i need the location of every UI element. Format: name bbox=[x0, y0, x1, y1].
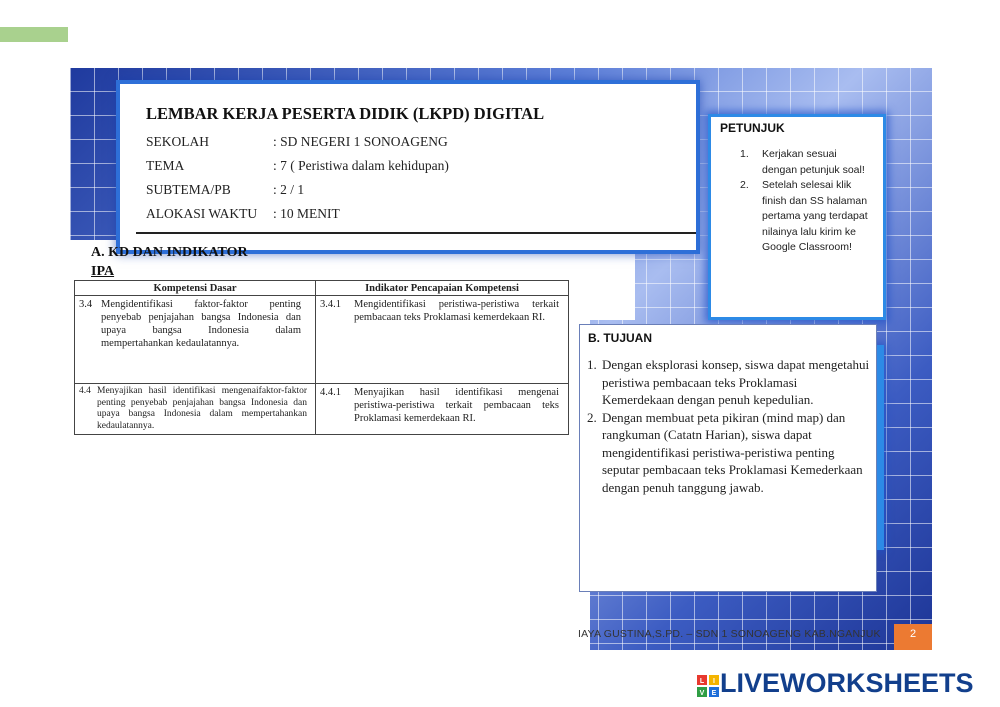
tujuan-title: B. TUJUAN bbox=[588, 331, 653, 345]
indikator-number: 4.4.1 bbox=[320, 387, 341, 398]
petunjuk-item bbox=[740, 147, 872, 178]
petunjuk-list bbox=[740, 147, 872, 256]
tujuan-list bbox=[587, 356, 872, 496]
svg-text:L: L bbox=[699, 678, 705, 685]
petunjuk-item-number: 2. bbox=[740, 179, 749, 191]
tema-value: : 7 ( Peristiwa dalam kehidupan) bbox=[273, 158, 449, 173]
liveworksheets-logo-text[interactable]: LIVEWORKSHEETS bbox=[720, 668, 974, 698]
column-header-kd: Kompetensi Dasar bbox=[75, 281, 316, 296]
indikator-text: Mengidentifikasi peristiwa-peristiwa terkait pembacaan teks Proklamasi kemerdekaan RI. bbox=[354, 299, 559, 323]
kd-heading: A. KD DAN INDIKATOR bbox=[91, 245, 248, 260]
kd-number: 4.4 bbox=[79, 386, 91, 396]
petunjuk-item-text: Kerjakan sesuai dengan petunjuk soal! bbox=[762, 148, 865, 176]
indikator-text: Menyajikan hasil identifikasi mengenai peristiwa-peristiwa terkait pembacaan teks Proklamasi kemerdekaan RI. bbox=[354, 387, 559, 424]
subtema-value: : 2 / 1 bbox=[273, 182, 305, 197]
kd-number: 3.4 bbox=[79, 299, 93, 310]
table-header-row bbox=[75, 281, 569, 296]
tema-label: TEMA bbox=[146, 158, 185, 173]
svg-text:I: I bbox=[713, 678, 715, 685]
table-cell-indikator bbox=[316, 296, 569, 384]
subtema-label: SUBTEMA/PB bbox=[146, 182, 231, 197]
table-row bbox=[75, 384, 569, 435]
column-header-indikator: Indikator Pencapaian Kompetensi bbox=[316, 281, 569, 296]
kd-text: Mengidentifikasi faktor-faktor penting penyebab penjajahan bangsa Indonesia dan upaya bangsa Indonesia dalam mempertahankan kedaulatannya. bbox=[101, 299, 301, 349]
table-cell-kd bbox=[75, 384, 316, 435]
kd-table bbox=[74, 280, 569, 435]
alokasi-value: : 10 MENIT bbox=[273, 206, 340, 221]
indikator-number: 3.4.1 bbox=[320, 299, 341, 310]
tujuan-item bbox=[587, 409, 872, 497]
alokasi-label: ALOKASI WAKTU bbox=[146, 206, 258, 221]
petunjuk-item bbox=[740, 178, 872, 256]
tujuan-item-text: Dengan eksplorasi konsep, siswa dapat mengetahui peristiwa pembacaan teks Proklamasi Kemerdekaan dengan penuh kepedulian. bbox=[602, 357, 870, 407]
page-title: LEMBAR KERJA PESERTA DIDIK (LKPD) DIGITAL bbox=[146, 104, 545, 123]
kd-text: Menyajikan hasil identifikasi mengenaifaktor-faktor penting penyebab penjajahan bangsa Indonesia dan upaya bangsa Indonesia dalam mempertahankan kedaulatannya. bbox=[97, 386, 307, 431]
table-cell-kd bbox=[75, 296, 316, 384]
tujuan-item-number: 2. bbox=[587, 409, 597, 425]
sekolah-value: : SD NEGERI 1 SONOAGENG bbox=[273, 134, 448, 149]
petunjuk-item-text: Setelah selesai klik finish dan SS halaman pertama yang terdapat nilainya lalu kirim ke Google Classroom! bbox=[762, 179, 868, 253]
tujuan-item-text: Dengan membuat peta pikiran (mind map) dan rangkuman (Catatn Harian), siswa dapat mengidentifikasi peristiwa-peristiwa penting seputar pembacaan teks Proklamasi Kemederkaan dengan penuh tanggung jawab. bbox=[602, 409, 863, 495]
content-gap bbox=[575, 250, 635, 320]
header-divider bbox=[136, 232, 696, 234]
footer-author: IAYA GUSTINA,S.PD. – SDN 1 SONOAGENG KAB.NGANJUK bbox=[578, 628, 881, 640]
svg-text:E: E bbox=[711, 690, 717, 697]
petunjuk-title: PETUNJUK bbox=[720, 121, 785, 135]
table-row bbox=[75, 296, 569, 384]
svg-text:V: V bbox=[699, 690, 705, 697]
top-accent-bar bbox=[0, 27, 68, 42]
tujuan-item-number: 1. bbox=[587, 357, 597, 372]
petunjuk-item-number: 1. bbox=[740, 148, 749, 160]
page-number: 2 bbox=[909, 628, 917, 640]
table-cell-indikator bbox=[316, 384, 569, 435]
kd-subheading: IPA bbox=[91, 264, 115, 279]
sekolah-label: SEKOLAH bbox=[146, 134, 209, 149]
tujuan-item bbox=[587, 356, 872, 409]
liveworksheets-logo-icon bbox=[697, 675, 719, 697]
